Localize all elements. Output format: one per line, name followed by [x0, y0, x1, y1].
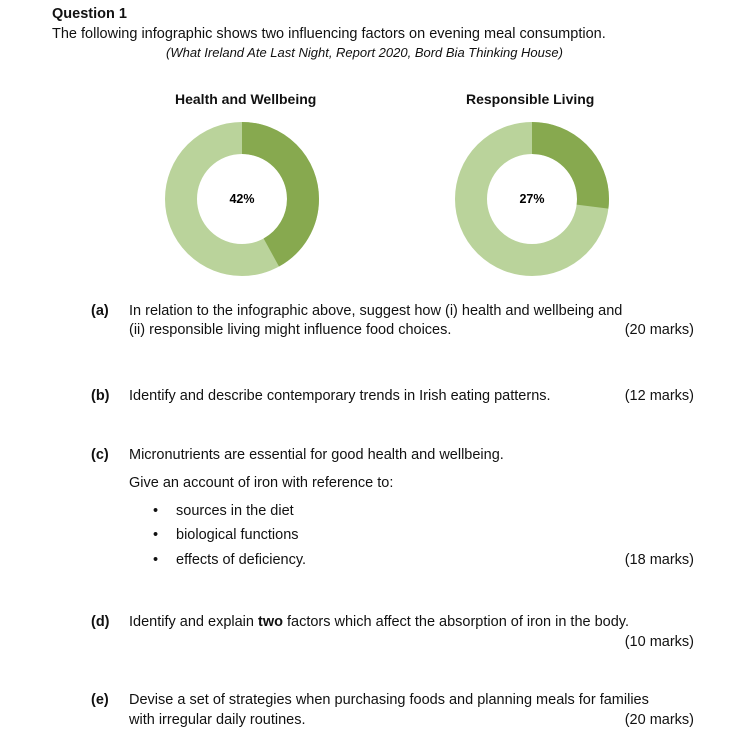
- part-a-marks: (20 marks): [624, 322, 694, 338]
- part-d-marks: (10 marks): [624, 634, 694, 650]
- part-c-label: (c): [91, 447, 109, 463]
- part-d-post: factors which affect the absorption of iron in the body.: [282, 614, 630, 630]
- part-c-bullet-3: effects of deficiency.: [176, 552, 307, 568]
- donut-percent-label: 27%: [519, 192, 545, 206]
- part-d-bold: two: [257, 614, 283, 630]
- part-a-label: (a): [91, 303, 109, 319]
- source-citation: (What Ireland Ate Last Night, Report 2020, Bord Bia Thinking House): [166, 45, 563, 60]
- part-c-bullet-1: sources in the diet: [176, 503, 294, 519]
- bullet-icon: •: [153, 552, 159, 568]
- part-b-label: (b): [91, 388, 110, 404]
- part-c-line2: Give an account of iron with reference to:: [129, 475, 394, 491]
- part-c-line1: Micronutrients are essential for good health and wellbeing.: [129, 447, 504, 463]
- part-e-label: (e): [91, 692, 109, 708]
- part-c-bullet-2: biological functions: [176, 527, 299, 543]
- bullet-icon: •: [153, 503, 159, 519]
- donut-chart-health: [164, 121, 320, 277]
- donut-title-health: Health and Wellbeing: [175, 91, 317, 107]
- part-e-marks: (20 marks): [624, 712, 694, 728]
- question-title: Question 1: [52, 6, 127, 22]
- donut-chart-responsible: [454, 121, 610, 277]
- part-b-line1: Identify and describe contemporary trends in Irish eating patterns.: [129, 388, 551, 404]
- part-b-marks: (12 marks): [624, 388, 694, 404]
- donut-percent-label: 42%: [229, 192, 255, 206]
- part-c-marks: (18 marks): [624, 552, 694, 568]
- part-e-line1: Devise a set of strategies when purchasing foods and planning meals for families: [129, 692, 649, 708]
- bullet-icon: •: [153, 527, 159, 543]
- part-e-line2: with irregular daily routines.: [129, 712, 306, 728]
- part-d-line1: [129, 614, 629, 630]
- part-a-line2: (ii) responsible living might influence food choices.: [129, 322, 452, 338]
- donut-title-responsible: Responsible Living: [466, 91, 595, 107]
- part-a-line1: In relation to the infographic above, suggest how (i) health and wellbeing and: [129, 303, 623, 319]
- part-d-pre: Identify and explain: [129, 614, 258, 630]
- part-d-label: (d): [91, 614, 110, 630]
- question-intro: The following infographic shows two influencing factors on evening meal consumption.: [52, 26, 606, 42]
